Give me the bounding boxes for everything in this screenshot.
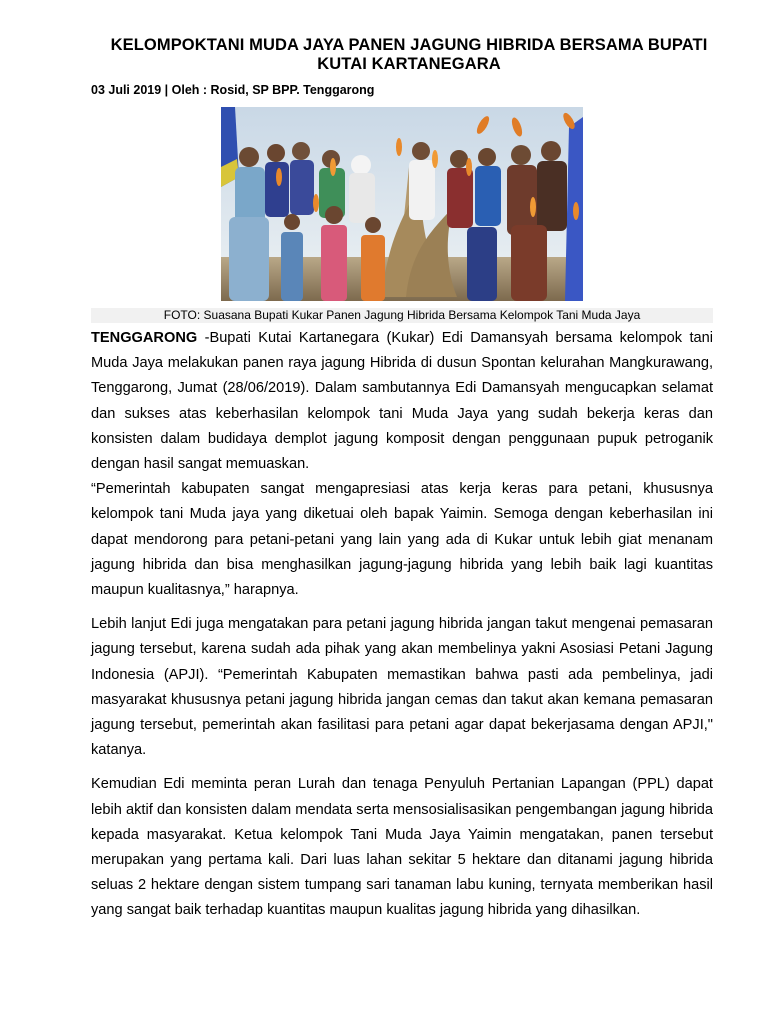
article-paragraph-1	[91, 326, 713, 477]
photo-caption: FOTO: Suasana Bupati Kukar Panen Jagung Hibrida Bersama Kelompok Tani Muda Jaya	[91, 308, 713, 323]
article-dateline: TENGGARONG	[91, 330, 198, 346]
article-title: KELOMPOKTANI MUDA JAYA PANEN JAGUNG HIBRIDA BERSAMA BUPATI KUTAI KARTANEGARA	[110, 36, 708, 73]
article-page	[91, 36, 713, 924]
article-byline: 03 Juli 2019 | Oleh : Rosid, SP BPP. Tenggarong	[91, 83, 375, 97]
harvest-photo	[221, 107, 583, 301]
article-paragraph-4: Kemudian Edi meminta peran Lurah dan tenaga Penyuluh Pertanian Lapangan (PPL) dapat lebih aktif dan konsisten dalam mendata serta mensosialisasikan pengembangan jagung hibrida kepada masyarakat. Ketua kelompok Tani Muda Jaya Yaimin mengatakan, panen tersebut merupakan yang pertama kali. Dari luas lahan sekitar 5 hektare dan ditanami jagung hibrida seluas 2 hektare dengan sistem tumpang sari tanaman labu kuning, ternyata memberikan hasil yang sangat baik terhadap kuantitas maupun kualitas jagung hibrida yang dihasilkan.	[91, 776, 713, 919]
article-paragraph-1-text: -Bupati Kutai Kartanegara (Kukar) Edi Damansyah bersama kelompok tani Muda Jaya melakukan panen raya jagung Hibrida di dusun Spontan kelurahan Mangkurawang, Tenggarong, Jumat (28/06/2019). Dalam sambutannya Edi Damansyah mengucapkan selamat dan sukses atas keberhasilan kelompok tani Muda Jaya yang sudah bekerja keras dan konsisten dalam budidaya demplot jagung komposit dengan penggunaan pupuk petroganik dengan hasil sangat memuaskan.	[91, 330, 713, 473]
harvest-photo-illustration	[221, 107, 583, 301]
article-paragraph-3: Lebih lanjut Edi juga mengatakan para petani jagung hibrida jangan takut mengenai pemasaran jagung tersebut, karena sudah ada pihak yang akan membelinya yakni Asosiasi Petani Jagung Indonesia (APJI). “Pemerintah Kabupaten memastikan bahwa pasti ada pembelinya, jadi masyarakat khususnya petani jagung hibrida jangan cemas dan takut akan kemana pemasaran jagung tersebut, pemerintah akan fasilitasi para petani agar dapat bekerjasama dengan APJI," katanya.	[91, 616, 713, 759]
article-paragraph-2: “Pemerintah kabupaten sangat mengapresiasi atas kerja keras para petani, khususnya kelompok tani Muda jaya yang diketuai oleh bapak Yaimin. Semoga dengan keberhasilan ini dapat mendorong para petani-petani yang lain yang ada di Kukar untuk lebih giat menanam jagung hibrida dan bisa menghasilkan jagung-jagung hibrida yang lebih baik lagi kuantitas maupun kualitasnya,” harapnya.	[91, 481, 713, 599]
